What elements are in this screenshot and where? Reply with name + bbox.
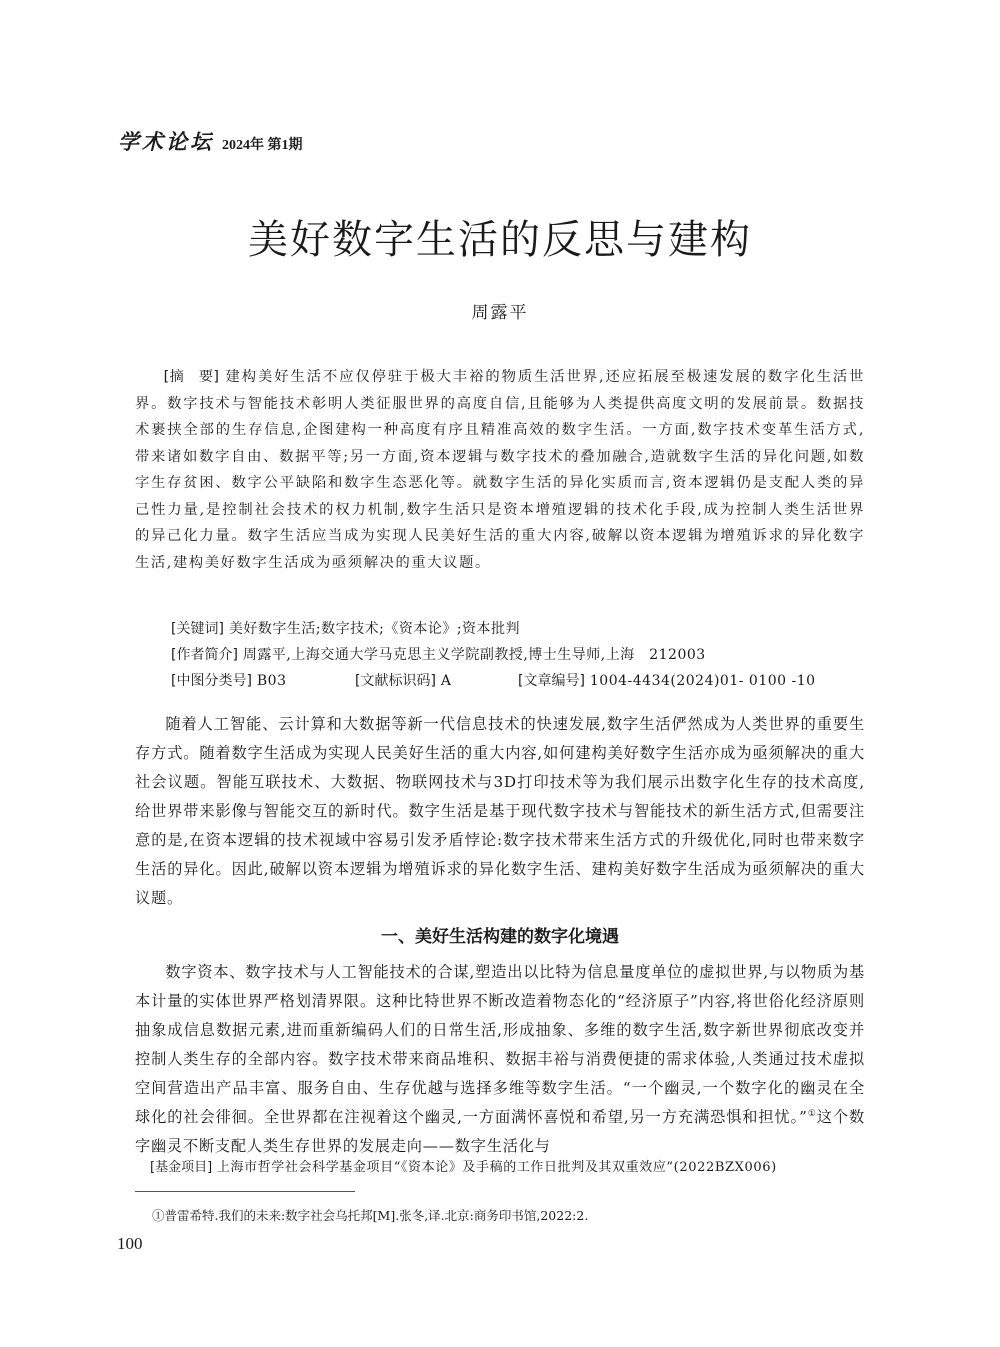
clc-value: B03 [256,673,287,689]
intro-paragraph: 随着人工智能、云计算和大数据等新一代信息技术的快速发展,数字生活俨然成为人类世界的重要生存方式。随着数字生活成为实现人民美好生活的重大内容,如何建构美好数字生活亦成为亟须解决的重大社会议题。智能互联技术、大数据、物联网技术与3D打印技术等为我们展示出数字化生存的技术高度,给世界带来影像与智能交互的新时代。数字生活是基于现代数字技术与智能技术的新生活方式,但需要注意的是,在资本逻辑的技术视域中容易引发矛盾悖论:数字技术带来生活方式的升级优化,同时也带来数字生活的异化。因此,破解以资本逻辑为增殖诉求的异化数字生活、建构美好数字生活成为亟须解决的重大议题。 [135,715,865,907]
fund-note [150,1156,777,1175]
section-heading: 一、美好生活构建的数字化境遇 [381,927,619,947]
keywords [171,616,520,642]
running-header [118,126,303,156]
author-info [171,642,706,668]
footnote-divider [135,1191,355,1192]
abstract-label: [摘 要] [163,369,220,385]
abstract [135,364,865,576]
article-no-value: 1004-4434(2024)01- 0100 -10 [589,673,816,689]
article-title: 美好数字生活的反思与建构 [248,217,752,263]
doc-code-label: [文献标识码] [355,673,436,689]
keywords-text: 美好数字生活;数字技术;《资本论》;资本批判 [228,621,521,637]
clc-label: [中图分类号] [171,673,252,689]
author-info-text: 周露平,上海交通大学马克思主义学院副教授,博士生导师,上海 212003 [242,647,706,663]
article-no-field [518,668,816,694]
keywords-label: [关键词] [171,621,224,637]
doc-code-field [355,668,518,694]
issue-label: 2024年 第1期 [222,138,303,153]
paragraph-text-continued: 这个数字幽灵不断支配人类生存世界的发展走向——数字生活化与 [135,1108,865,1155]
clc-field [171,668,355,694]
fund-label: [基金项目] [150,1160,213,1175]
article-author: 周露平 [471,303,529,323]
classification-row [171,668,816,694]
journal-logo: 学术论坛 [118,129,214,154]
doc-code-value: A [440,673,452,689]
article-no-label: [文章编号] [518,673,585,689]
footnote: ①普雷希特.我们的未来:数字社会乌托邦[M].张冬,译.北京:商务印书馆,2022:2. [152,1208,589,1223]
footnote-ref[interactable]: ① [807,1108,817,1119]
page-number: 100 [117,1234,143,1253]
paragraph-text: 数字资本、数字技术与人工智能技术的合谋,塑造出以比特为信息量度单位的虚拟世界,与以物质为基本计量的实体世界严格划清界限。这种比特世界不断改造着物态化的“经济原子”内容,将世俗化经济原则抽象成信息数据元素,进而重新编码人们的日常生活,形成抽象、多维的数字生活,数字新世界彻底改变并控制人类生存的全部内容。数字技术带来商品堆积、数据丰裕与消费便捷的需求体验,人类通过技术虚拟空间营造出产品丰富、服务自由、生存优越与选择多维等数字生活。“一个幽灵,一个数字化的幽灵在全球化的社会徘徊。全世界都在注视着这个幽灵,一方面满怀喜悦和希望,另一方充满恐惧和担忧。” [135,963,865,1126]
abstract-text: 建构美好生活不应仅停驻于极大丰裕的物质生活世界,还应拓展至极速发展的数字化生活世界。数字技术与智能技术彰明人类征服世界的高度自信,且能够为人类提供高度文明的发展前景。数据技术裹挟全部的生存信息,企图建构一种高度有序且精准高效的数字生活。一方面,数字技术变革生活方式,带来诸如数字自由、数据平等;另一方面,资本逻辑与数字技术的叠加融合,造就数字生活的异化问题,如数字生存贫困、数字公平缺陷和数字生态恶化等。就数字生活的异化实质而言,资本逻辑仍是支配人类的异己性力量,是控制社会技术的权力机制,数字生活只是资本增殖逻辑的技术化手段,成为控制人类生活世界的异己化力量。数字生活应当成为实现人民美好生活的重大内容,破解以资本逻辑为增殖诉求的异化数字生活,建构美好数字生活成为亟须解决的重大议题。 [135,369,865,571]
author-info-label: [作者简介] [171,647,238,663]
fund-text: 上海市哲学社会科学基金项目“《资本论》及手稿的工作日批判及其双重效应”(2022BZX006) [216,1160,777,1175]
section-paragraph [135,958,865,1161]
